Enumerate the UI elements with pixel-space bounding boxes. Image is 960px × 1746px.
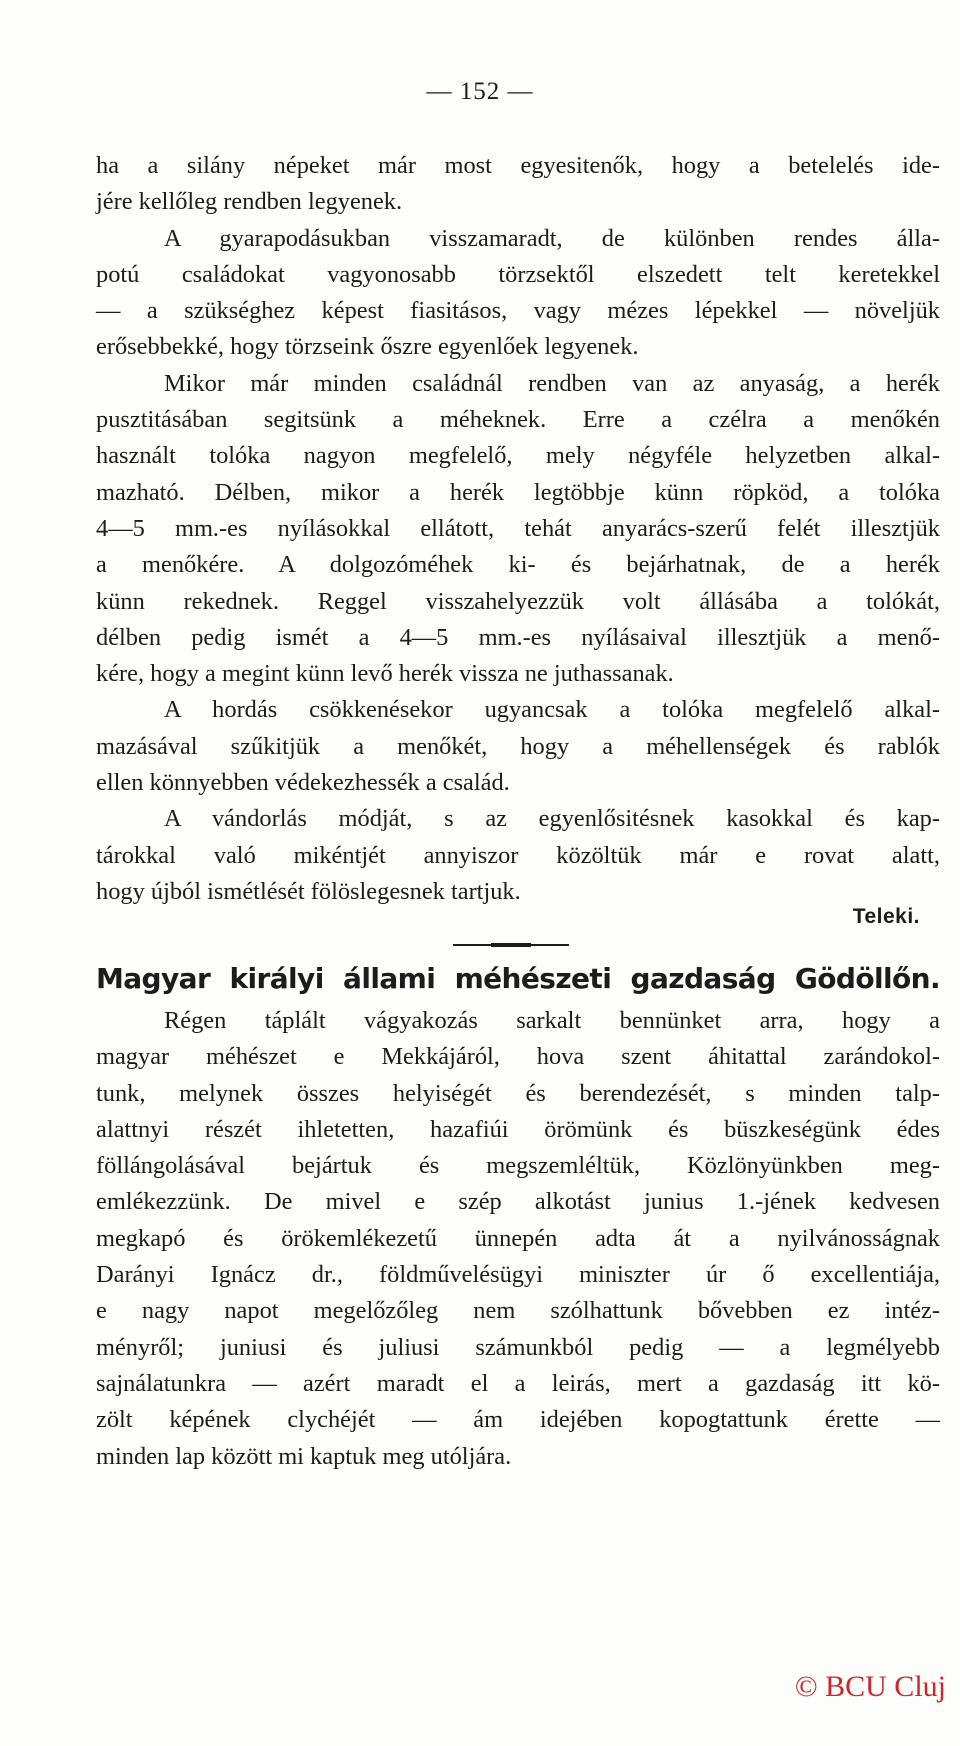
text-line: tunk, melynek összes helyiségét és berendezését, s minden talp- [96,1079,940,1107]
page-number: — 152 — [426,78,534,105]
text-line: minden lap között mi kaptuk meg utóljára. [96,1442,512,1470]
author-signature: Teleki. [852,905,920,928]
text-line: emlékezzünk. De mivel e szép alkotást junius 1.-jének kedvesen [96,1188,940,1216]
text-line: künn rekednek. Reggel visszahelyezzük volt állásába a tolókát, [96,587,940,615]
text-line: megkapó és örökemlékezetű ünnepén adta át a nyilvánosságnak [96,1224,940,1252]
text-line: mazható. Délben, mikor a herék legtöbbje künn röpköd, a tolóka [96,478,940,506]
article-body-1 [96,148,940,910]
text-line: hogy újból ismétlését fölöslegesnek tartjuk. [96,877,521,905]
text-line: e nagy napot megelőzőleg nem szólhattunk bővebben ez intéz- [96,1297,940,1325]
text-line: sajnálatunkra — azért maradt el a leirás, mert a gazdaság itt kö- [96,1369,940,1397]
section-divider [453,944,569,946]
text-line: alattnyi részét ihletetten, hazafiúi örömünk és büszkeségünk édes [96,1115,940,1143]
text-line: kére, hogy a megint künn levő herék vissza ne juthassanak. [96,660,674,688]
text-line: a menőkére. A dolgozóméhek ki- és bejárhatnak, de a herék [96,551,940,579]
text-line: mazásával szűkitjük a menőkét, hogy a méhellenségek és rablók [96,732,940,760]
text-line: jére kellőleg rendben legyenek. [96,188,403,216]
text-line: zölt képének clychéjét — ám idejében kopogtattunk érette — [96,1406,940,1434]
text-line: 4—5 mm.-es nyílásokkal ellátott, tehát anyarács-szerű felét illesztjük [96,514,940,542]
text-line: — a szükséghez képest fiasitásos, vagy mézes lépekkel — növeljük [96,297,940,325]
article-body-2 [96,1003,940,1475]
text-line: A vándorlás módját, s az egyenlősitésnek kasokkal és kap- [164,805,940,833]
text-line: pusztitásában segitsünk a méheknek. Erre a czélra a menőkén [96,406,940,434]
text-line: ha a silány népeket már most egyesitenők, hogy a betelelés ide- [96,152,940,179]
text-line: A gyarapodásukban visszamaradt, de különben rendes álla- [164,224,940,252]
text-line: Darányi Ignácz dr., földművelésügyi miniszter úr ő excellentiája, [96,1261,940,1289]
text-line: magyar méhészet e Mekkájáról, hova szent áhitattal zarándokol- [96,1043,940,1071]
text-line: ményről; juniusi és juliusi számunkból pedig — a legmélyebb [96,1333,940,1361]
text-line: délben pedig ismét a 4—5 mm.-es nyílásaival illesztjük a menő- [96,623,940,651]
text-line: erősebbekké, hogy törzseink őszre egyenlőek legyenek. [96,333,639,361]
text-line: használt tolóka nagyon megfelelő, mely négyféle helyzetben alkal- [96,442,940,470]
text-line: Mikor már minden családnál rendben van az anyaság, a herék [164,369,940,397]
text-line: ellen könnyebben védekezhessék a család. [96,769,510,797]
text-line: A hordás csökkenésekor ugyancsak a tolóka megfelelő alkal- [164,696,940,724]
section-heading: Magyar királyi állami méhészeti gazdaság Gödöllőn. [96,962,940,995]
copyright-watermark: © BCU Cluj [794,1670,946,1703]
text-line: tárokkal való mikéntjét annyiszor közöltük már e rovat alatt, [96,841,940,869]
text-line: Régen táplált vágyakozás sarkalt bennünket arra, hogy a [164,1007,940,1034]
text-line: potú családokat vagyonosabb törzsektől elszedett telt keretekkel [96,260,940,288]
text-line: föllángolásával bejártuk és megszemléltük, Közlönyünkben meg- [96,1152,940,1180]
